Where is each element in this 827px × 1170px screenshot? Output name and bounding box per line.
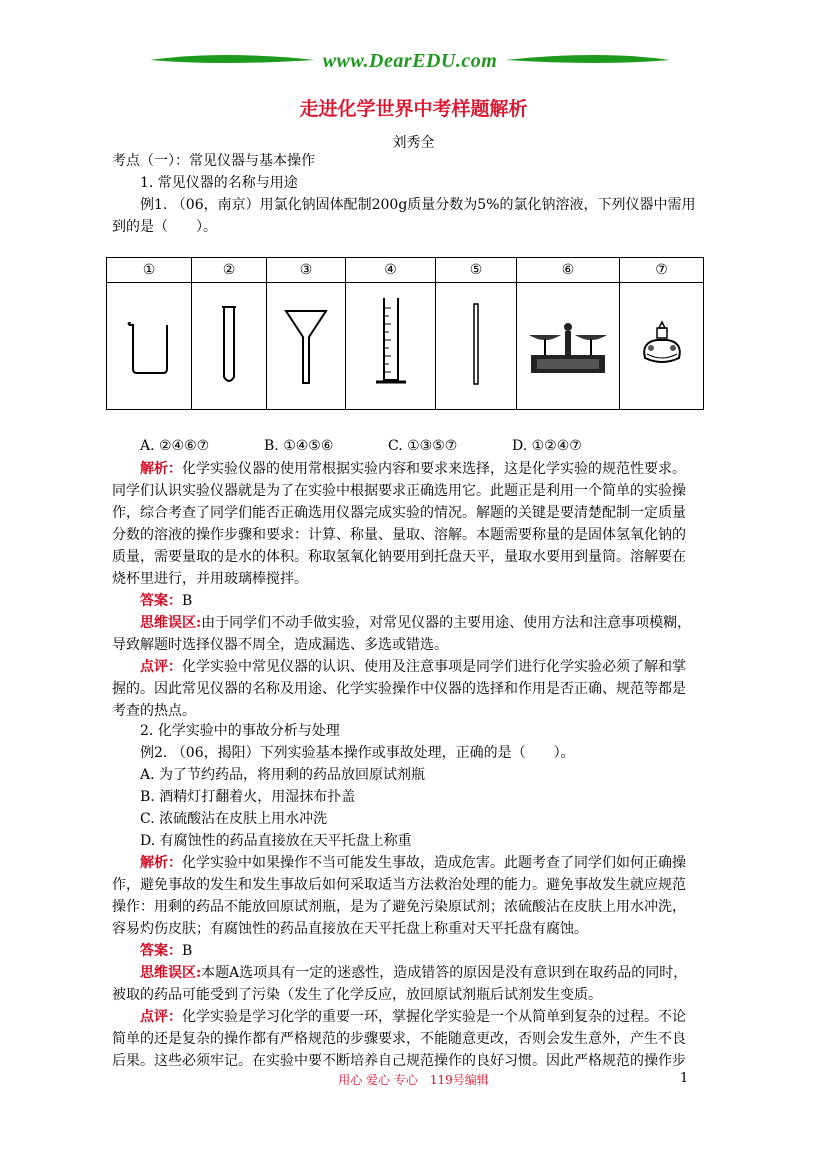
col-header: ⑥	[517, 258, 620, 283]
graduated-cylinder-icon	[346, 283, 436, 410]
balance-icon	[517, 283, 620, 410]
col-header: ④	[346, 258, 436, 283]
subheading-1: 1. 常见仪器的名称与用途	[140, 175, 298, 191]
example-1-line1: 例1. （06，南京）用氯化钠固体配制200g质量分数为5%的氯化钠溶液，下列仪器中需用	[140, 197, 696, 213]
analysis-2-line1: 解析：化学实验中如果操作不当可能发生事故，造成危害。此题考查了同学们如何正确操	[140, 855, 686, 871]
comment-2-line1: 点评：化学实验是学习化学的重要一环，掌握化学实验是一个从简单到复杂的过程。不论	[140, 1009, 686, 1025]
option-b: B. ①④⑤⑥	[264, 438, 334, 454]
comment-2-line3: 后果。这些必须牢记。在实验中要不断培养自己规范操作的良好习惯。因此严格规范的操作步	[112, 1053, 686, 1069]
option-d: D. ①②④⑦	[512, 438, 582, 454]
section-heading: 考点（一）：常见仪器与基本操作	[112, 153, 315, 169]
mistake-1-line2: 导致解题时选择仪器不周全，造成漏选、多选或错选。	[112, 637, 448, 653]
col-header: ⑤	[436, 258, 517, 283]
example-1-line2: 到的是（ ）。	[112, 219, 217, 235]
answer-1: 答案：B	[140, 593, 193, 609]
col-header: ②	[192, 258, 267, 283]
glass-rod-icon	[436, 283, 517, 410]
analysis-1-line5: 质量，需要量取的是水的体积。称取氢氧化钠要用到托盘天平，量取水要用到量筒。溶解要在	[112, 549, 686, 565]
col-header: ①	[107, 258, 192, 283]
page-number: 1	[680, 1071, 689, 1086]
example-2-option-c: C. 浓硫酸沾在皮肤上用水冲洗	[140, 811, 328, 827]
comment-2-line2: 简单的还是复杂的操作都有严格规范的步骤要求，不能随意更改，否则会发生意外，产生不良	[112, 1031, 686, 1047]
funnel-icon	[267, 283, 346, 410]
analysis-1-line1: 解析：化学实验仪器的使用常根据实验内容和要求来选择，这是化学实验的规范性要求。	[140, 461, 686, 477]
option-a: A. ②④⑥⑦	[140, 438, 210, 454]
document-title: 走进化学世界中考样题解析	[299, 98, 528, 120]
comment-1-line1: 点评：化学实验中常见仪器的认识、使用及注意事项是同学们进行化学实验必须了解和掌	[140, 659, 686, 675]
mistake-2-line2: 被取的药品可能受到了污染（发生了化学反应，放回原试剂瓶后试剂发生变质。	[112, 987, 602, 1003]
analysis-1-line4: 分数的溶液的操作步骤和要求：计算、称量、量取、溶解。本题需要称量的是固体氢氧化钠的	[112, 527, 686, 543]
footer-text: 用心 爱心 专心 119号编辑	[338, 1073, 489, 1087]
analysis-1-line3: 作，综合考查了同学们能否正确选用仪器完成实验的情况。解题的关键是要清楚配制一定质量	[112, 505, 686, 521]
subheading-2: 2. 化学实验中的事故分析与处理	[140, 723, 340, 739]
col-header: ③	[267, 258, 346, 283]
test-tube-icon	[192, 283, 267, 410]
comment-1-line3: 考查的热点。	[112, 703, 196, 719]
author: 刘秀全	[392, 135, 435, 151]
example-2-option-a: A. 为了节约药品，将用剩的药品放回原试剂瓶	[140, 767, 426, 783]
instrument-table	[106, 257, 704, 410]
mistake-2-line1: 思维误区:本题A选项具有一定的迷惑性，造成错答的原因是没有意识到在取药品的同时，	[140, 965, 688, 981]
alcohol-lamp-icon	[620, 283, 704, 410]
beaker-icon	[107, 283, 192, 410]
comment-1-line2: 握的。因此常见仪器的名称及用途、化学实验操作中仪器的选择和作用是否正确、规范等都是	[112, 681, 686, 697]
analysis-2-line3: 操作：用剩的药品不能放回原试剂瓶，是为了避免污染原试剂；浓硫酸沾在皮肤上用水冲洗，	[112, 899, 686, 915]
example-2-question: 例2. （06，揭阳）下列实验基本操作或事故处理，正确的是（ ）。	[140, 745, 575, 761]
analysis-1-line6: 烧杯里进行，并用玻璃棒搅拌。	[112, 571, 308, 587]
analysis-2-line2: 作，避免事故的发生和发生事故后如何采取适当方法救治处理的能力。避免事故发生就应规范	[112, 877, 686, 893]
analysis-2-line4: 容易灼伤皮肤；有腐蚀性的药品直接放在天平托盘上称重对天平托盘有腐蚀。	[112, 921, 588, 937]
site-url[interactable]: www.DearEDU.com	[322, 50, 498, 72]
analysis-1-line2: 同学们认识实验仪器就是为了在实验中根据要求正确选用它。此题正是利用一个简单的实验操	[112, 483, 686, 499]
example-2-option-d: D. 有腐蚀性的药品直接放在天平托盘上称重	[140, 833, 412, 849]
col-header: ⑦	[620, 258, 704, 283]
example-2-option-b: B. 酒精灯打翻着火，用湿抹布扑盖	[140, 789, 356, 805]
answer-2: 答案：B	[140, 943, 193, 959]
site-banner	[140, 44, 680, 80]
mistake-1-line1: 思维误区:由于同学们不动手做实验，对常见仪器的主要用途、使用方法和注意事项模糊，	[140, 615, 692, 631]
option-c: C. ①③⑤⑦	[388, 438, 458, 454]
